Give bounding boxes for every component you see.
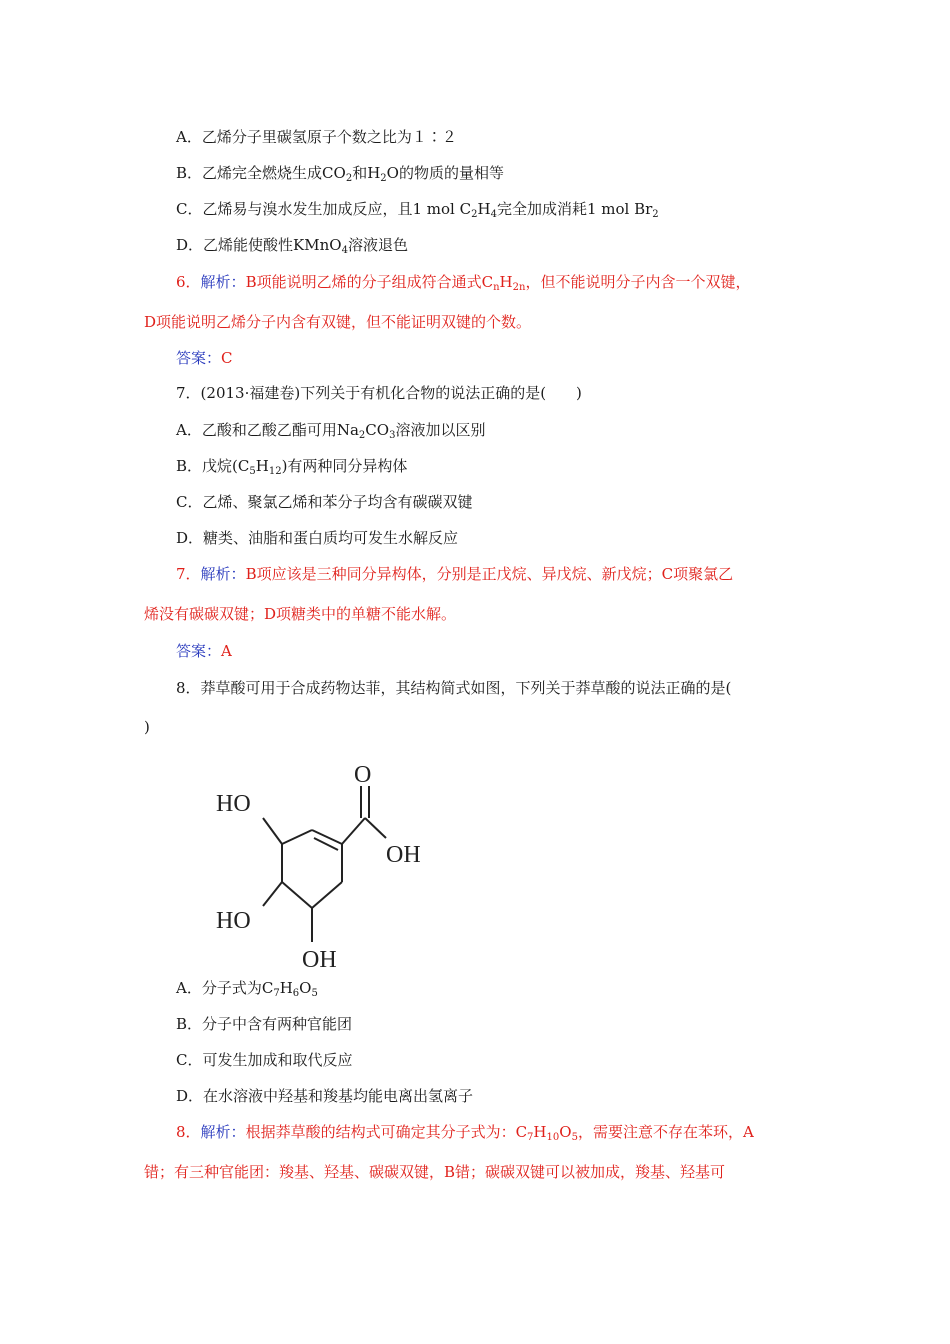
answer-6: 答案：C [176, 349, 233, 367]
answer-7: 答案：A [176, 642, 232, 660]
q8-stem-line-1: 8．莽草酸可用于合成药物达菲，其结构简式如图，下列关于莽草酸的说法正确的是( [176, 679, 732, 697]
explanation-8-line-1: 8．解析：根据莽草酸的结构式可确定其分子式为：$C_7H_{10}O_5$，需要注意不存在苯环，A [176, 1123, 754, 1143]
struct-hydroxyl-oh-bottom: OH [302, 947, 337, 973]
q8-option-a: A．分子式为$C_7H_6O_5$ [176, 979, 318, 999]
q7-option-c: C．乙烯、聚氯乙烯和苯分子均含有碳碳双键 [176, 493, 473, 511]
q8-option-c: C．可发生加成和取代反应 [176, 1051, 353, 1069]
q8-option-b: B．分子中含有两种官能团 [176, 1015, 353, 1033]
explanation-6-line-2: D项能说明乙烯分子内含有双键，但不能证明双键的个数。 [144, 313, 532, 331]
explanation-8-line-2: 错；有三种官能团：羧基、羟基、碳碳双键，B错；碳碳双键可以被加成，羧基、羟基可 [144, 1163, 726, 1181]
q7-option-b: B．戊烷$(C_5H_{12})$有两种同分异构体 [176, 457, 408, 477]
struct-carboxyl-oh: OH [386, 842, 421, 868]
shikimic-acid-structure [210, 758, 440, 973]
q7-option-d: D．糖类、油脂和蛋白质均可发生水解反应 [176, 529, 459, 547]
q7-stem: 7．(2013·福建卷)下列关于有机化合物的说法正确的是( ) [176, 384, 582, 402]
explanation-7-line-2: 烯没有碳碳双键；D项糖类中的单糖不能水解。 [144, 605, 457, 623]
q5-option-a: A．乙烯分子里碳氢原子个数之比为１∶２ [176, 128, 457, 146]
q5-option-c: C．乙烯易与溴水发生加成反应，且1 mol $C_2H_4$完全加成消耗1 mol $Br_2$ [176, 200, 659, 220]
explanation-7-line-1: 7．解析：B项应该是三种同分异构体，分别是正戊烷、异戊烷、新戊烷；C项聚氯乙 [176, 565, 734, 583]
q8-stem-line-2: ) [144, 718, 150, 736]
q5-option-d: D．乙烯能使酸性KMnO$_4$溶液退色 [176, 236, 408, 256]
explanation-6-line-1: 6．解析：B项能说明乙烯的分子组成符合通式$C_nH_{2n}$，但不能说明分子内含一个双键， [176, 273, 751, 293]
q5-option-b: B．乙烯完全燃烧生成$CO_2$和$H_2O$的物质的量相等 [176, 164, 504, 184]
struct-carbonyl-o: O [354, 762, 372, 788]
struct-hydroxyl-ho-top: HO [216, 791, 251, 817]
q8-option-d: D．在水溶液中羟基和羧基均能电离出氢离子 [176, 1087, 474, 1105]
q7-option-a: A．乙酸和乙酸乙酯可用$Na_2CO_3$溶液加以区别 [176, 421, 486, 441]
struct-hydroxyl-ho-bottom: HO [216, 908, 251, 934]
